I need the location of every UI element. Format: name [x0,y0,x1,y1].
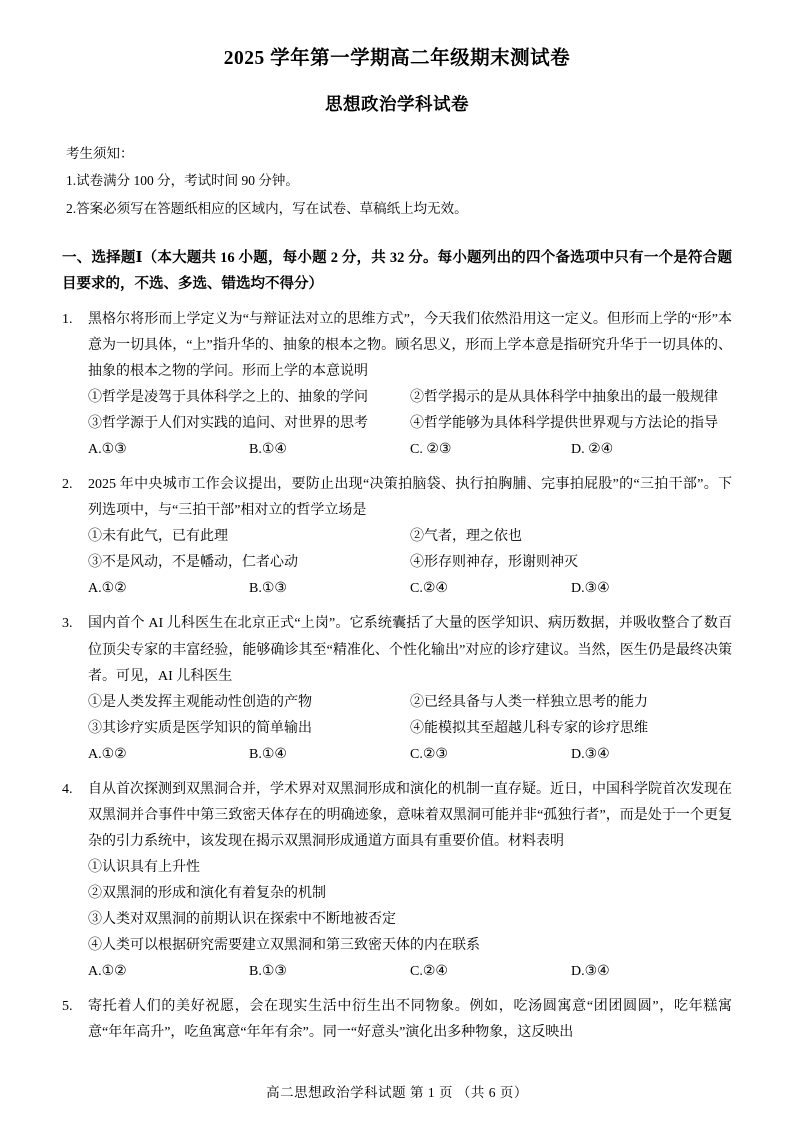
question-item [62,472,732,602]
question-stem: 自从首次探测到双黑洞合并，学术界对双黑洞形成和演化的机制一直存疑。近日，中国科学院首次发现在双黑洞并合事件中第三致密天体存在的明确迹象，意味着双黑洞可能并非“孤独行者”，而是处于一个更复杂的引力系统中，该发现在揭示双黑洞形成通道方面具有重要价值。材料表明 [88,781,732,849]
answer-a[interactable]: A.①③ [88,442,127,458]
option-1: ①哲学是凌驾于具体科学之上的、抽象的学问 [88,390,368,406]
page-footer: 高二思想政治学科试题 第 1 页 （共 6 页） [266,1085,528,1100]
question-options [88,690,732,742]
answer-a[interactable]: A.①② [88,746,127,762]
answer-c[interactable]: C.②④ [410,581,448,597]
option-1: ①是人类发挥主观能动性创造的产物 [88,694,312,710]
option-3: ③哲学源于人们对实践的追问、对世界的思考 [88,416,368,432]
question-options [88,385,732,437]
page-title: 2025 学年第一学期高二年级期末测试卷 [223,48,571,69]
question-body [88,472,732,602]
section-heading: 一、选择题Ⅰ（本大题共 16 小题，每小题 2 分，共 32 分。每小题列出的四个备选项中只有一个是符合题目要求的，不选、多选、错选均不得分） [62,249,732,293]
question-stem: 寄托着人们的美好祝愿，会在现实生活中衍生出不同物象。例如，吃汤圆寓意“团团圆圆”，吃年糕寓意“年年高升”，吃鱼寓意“年年有余”。同一“好意头”演化出多种物象，这反映出 [88,998,732,1040]
option-2: ②已经具备与人类一样独立思考的能力 [410,694,648,710]
option-3: ③不是风动，不是幡动，仁者心动 [88,555,298,571]
candidate-notice [62,140,732,223]
answer-d[interactable]: D.③④ [571,746,610,762]
answer-b[interactable]: B.①④ [249,442,287,458]
option-2: ②气者，理之依也 [410,529,522,545]
question-item [62,777,732,985]
answer-d[interactable]: D.③④ [571,581,610,597]
page-subtitle: 思想政治学科试卷 [325,94,469,115]
question-body [88,611,732,767]
question-options [88,855,732,959]
answer-b[interactable]: B.①④ [249,746,287,762]
question-answers [88,576,732,602]
answer-c[interactable]: C. ②③ [410,442,452,458]
option-1: ①未有此气，已有此理 [88,529,228,545]
question-number: 4. [62,781,73,797]
option-4: ④形存则神存，形谢则神灭 [410,555,578,571]
option-4: ④哲学能够为具体科学提供世界观与方法论的指导 [410,416,718,432]
question-item [62,994,732,1046]
answer-b[interactable]: B.①③ [249,581,287,597]
option-3: ③其诊疗实质是医学知识的简单输出 [88,720,312,736]
question-options [88,524,732,576]
answer-a[interactable]: A.①② [88,581,127,597]
notice-label: 考生须知： [66,145,134,161]
answer-a[interactable]: A.①② [88,963,127,979]
question-number: 5. [62,998,73,1014]
question-number: 3. [62,616,73,632]
answer-c[interactable]: C.②③ [410,746,448,762]
option-3: ③人类对双黑洞的前期认识在探索中不断地被否定 [88,911,396,927]
option-4: ④能模拟其至超越儿科专家的诊疗思维 [410,720,648,736]
option-4: ④人类可以根据研究需要建立双黑洞和第三致密天体的内在联系 [88,937,480,953]
option-2: ②哲学揭示的是从具体科学中抽象出的最一般规律 [410,390,718,406]
option-2: ②双黑洞的形成和演化有着复杂的机制 [88,885,326,901]
answer-c[interactable]: C.②④ [410,963,448,979]
question-answers [88,742,732,768]
question-stem: 2025 年中央城市工作会议提出，要防止出现“决策拍脑袋、执行拍胸脯、完事拍屁股”的“三拍干部”。下列选项中，与“三拍干部”相对立的哲学立场是 [88,477,732,519]
notice-line-1: 1.试卷满分 100 分，考试时间 90 分钟。 [66,173,299,189]
question-stem: 国内首个 AI 儿科医生在北京正式“上岗”。它系统囊括了大量的医学知识、病历数据，并吸收整合了数百位顶尖专家的丰富经验，能够确诊其至“精准化、个性化输出”对应的诊疗建议。当然，医生仍是最终决策者。可见，AI 儿科医生 [88,616,732,684]
question-answers [88,437,732,463]
answer-b[interactable]: B.①③ [249,963,287,979]
question-number: 2. [62,477,73,493]
question-answers [88,959,732,985]
question-body [88,777,732,985]
question-stem: 黑格尔将形而上学定义为“与辩证法对立的思维方式”，今天我们依然沿用这一定义。但形而上学的“形”本意为一切具体，“上”指升华的、抽象的根本之物。顾名思义，形而上学本意是指研究升华于一切具体的、抽象的根本之物的学问。形而上学的本意说明 [88,312,732,380]
notice-line-2: 2.答案必须写在答题纸相应的区域内，写在试卷、草稿纸上均无效。 [66,200,468,216]
question-number: 1. [62,312,73,328]
answer-d[interactable]: D.③④ [571,963,610,979]
answer-d[interactable]: D. ②④ [571,442,614,458]
question-item [62,611,732,767]
option-1: ①认识具有上升性 [88,859,200,875]
question-body [88,307,732,463]
question-body [88,994,732,1046]
question-item [62,307,732,463]
